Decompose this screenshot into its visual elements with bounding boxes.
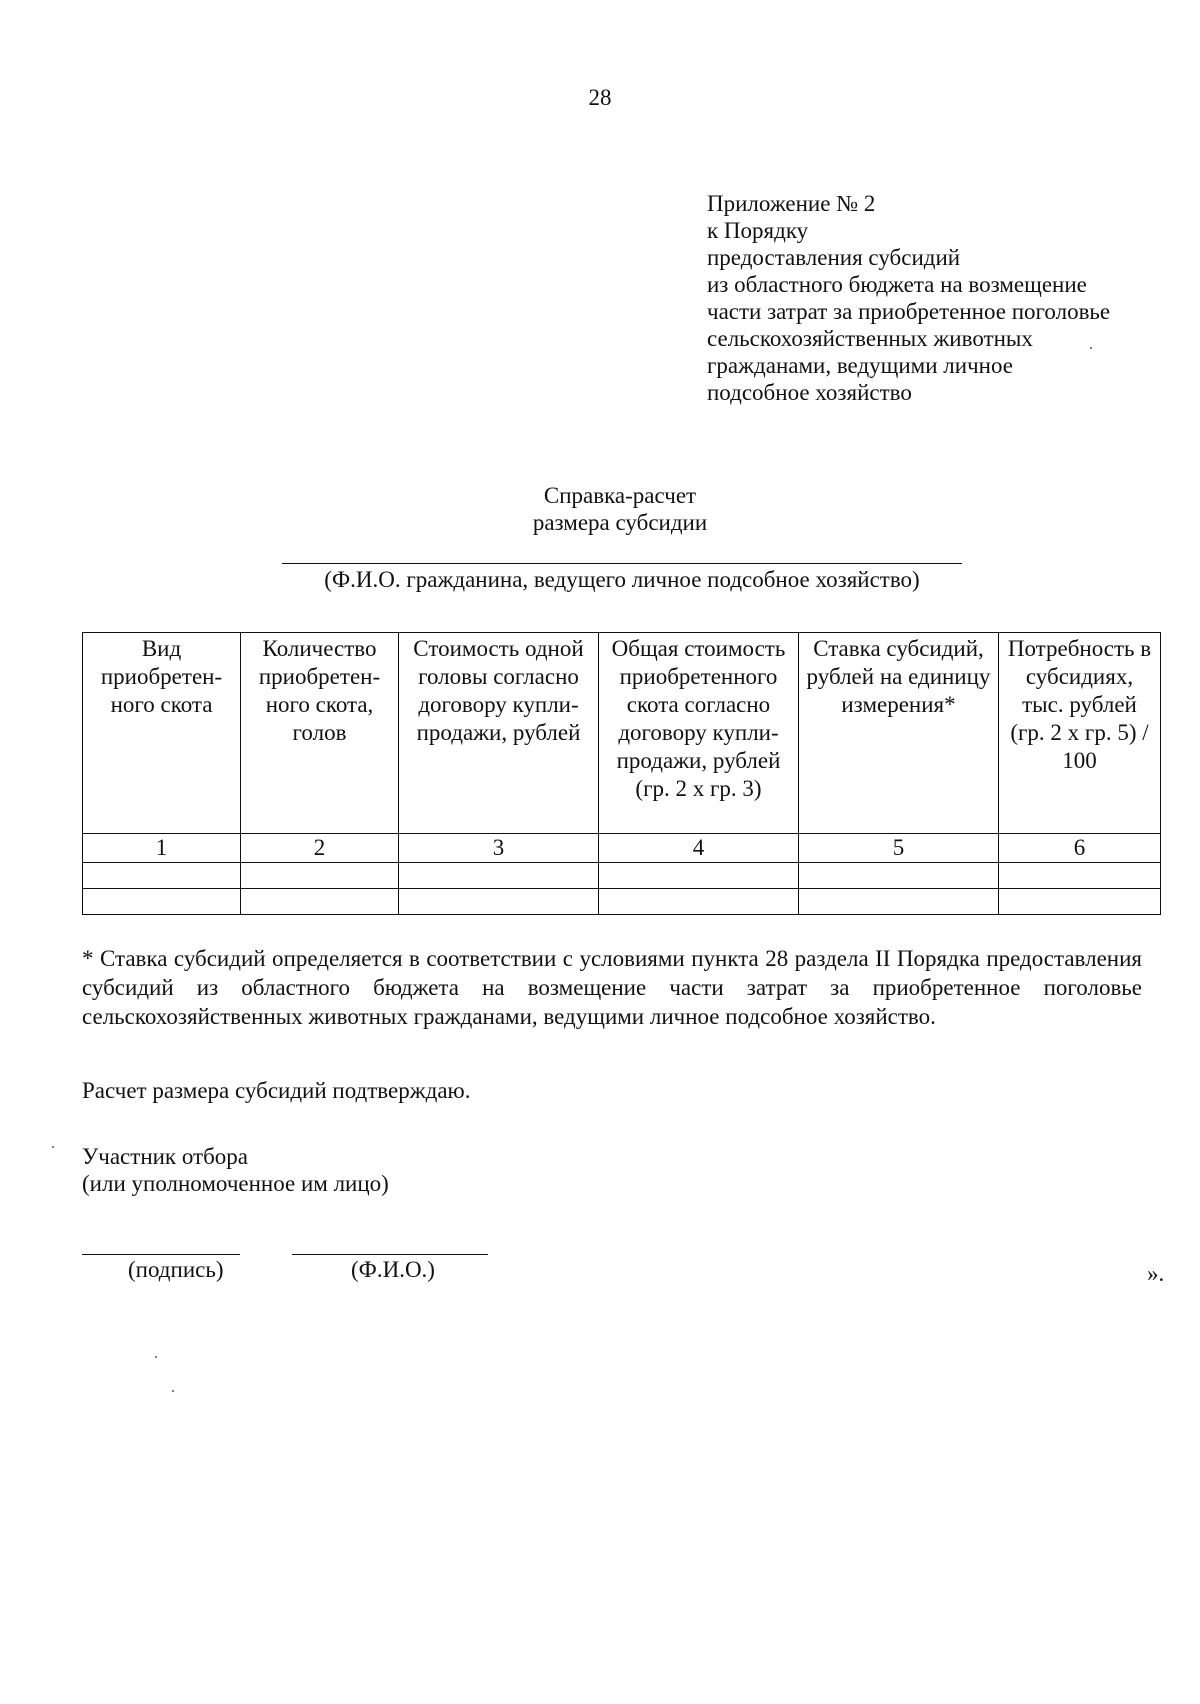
title-line-2: размера субсидии xyxy=(532,510,708,535)
empty-cell[interactable] xyxy=(999,863,1161,889)
empty-cell[interactable] xyxy=(241,863,399,889)
appendix-reference xyxy=(707,190,1177,406)
appendix-line: части затрат за приобретенное поголовье xyxy=(707,299,1111,324)
table-header-row xyxy=(83,633,1161,834)
calculation-table xyxy=(82,632,1161,915)
fio-signature-caption: (Ф.И.О.) xyxy=(351,1257,435,1282)
column-number-row xyxy=(83,834,1161,863)
header-cell-subsidy-need: Потребность в субсидиях, тыс. рублей (гр. 2 х гр. 5) / 100 xyxy=(999,633,1161,834)
empty-cell[interactable] xyxy=(241,889,399,915)
participant-line-1: Участник отбора xyxy=(82,1144,249,1169)
empty-cell[interactable] xyxy=(599,889,799,915)
appendix-line: гражданами, ведущими личное xyxy=(707,353,1013,378)
column-number: 5 xyxy=(799,834,999,863)
table-row xyxy=(83,889,1161,915)
empty-cell[interactable] xyxy=(83,863,241,889)
scan-speck xyxy=(172,1390,174,1392)
table-row xyxy=(83,863,1161,889)
column-number: 3 xyxy=(399,834,599,863)
participant-line-2: (или уполномоченное им лицо) xyxy=(82,1171,389,1196)
appendix-line: предоставления субсидий xyxy=(707,245,961,270)
page-number: 28 xyxy=(588,85,612,110)
document-title xyxy=(0,482,1200,536)
header-cell-quantity: Количество приобретен-ного скота, голов xyxy=(241,633,399,834)
appendix-line: к Порядку xyxy=(707,218,809,243)
empty-cell[interactable] xyxy=(999,889,1161,915)
empty-cell[interactable] xyxy=(799,863,999,889)
header-cell-subsidy-rate: Ставка субсидий, рублей на единицу измерения* xyxy=(799,633,999,834)
title-line-1: Справка-расчет xyxy=(543,483,697,508)
empty-cell[interactable] xyxy=(83,889,241,915)
appendix-line: сельскохозяйственных животных xyxy=(707,326,1033,351)
participant-block xyxy=(82,1143,389,1197)
fio-input-line[interactable] xyxy=(282,563,962,564)
scan-speck xyxy=(1090,347,1092,349)
fio-signature-line[interactable] xyxy=(292,1254,488,1255)
confirmation-text: Расчет размера субсидий подтверждаю. xyxy=(82,1078,471,1103)
header-cell-total-cost: Общая стоимость приобретенного скота согласно договору купли-продажи, рублей (гр. 2 х гр. 3) xyxy=(599,633,799,834)
closing-quote: ». xyxy=(1147,1261,1165,1286)
signature-line[interactable] xyxy=(82,1254,240,1255)
signature-caption: (подпись) xyxy=(128,1257,224,1282)
empty-cell[interactable] xyxy=(399,889,599,915)
empty-cell[interactable] xyxy=(599,863,799,889)
column-number: 2 xyxy=(241,834,399,863)
footnote: * Ставка субсидий определяется в соответствии с условиями пункта 28 раздела II Порядка предоставления субсидий из областного бюджета на возмещение части затрат за приобретенное поголовье сельскохозяйственных животных гражданами, ведущими личное подсобное хозяйство. xyxy=(82,946,1142,1029)
appendix-line: подсобное хозяйство xyxy=(707,380,912,405)
column-number: 6 xyxy=(999,834,1161,863)
appendix-line: из областного бюджета на возмещение xyxy=(707,272,1087,297)
scan-speck xyxy=(52,1146,54,1148)
empty-cell[interactable] xyxy=(799,889,999,915)
column-number: 1 xyxy=(83,834,241,863)
header-cell-unit-cost: Стоимость одной головы согласно договору купли-продажи, рублей xyxy=(399,633,599,834)
appendix-line: Приложение № 2 xyxy=(707,191,876,216)
fio-caption: (Ф.И.О. гражданина, ведущего личное подсобное хозяйство) xyxy=(324,567,920,592)
header-cell-livestock-type: Вид приобретен-ного скота xyxy=(83,633,241,834)
empty-cell[interactable] xyxy=(399,863,599,889)
scan-speck xyxy=(155,1356,157,1358)
column-number: 4 xyxy=(599,834,799,863)
